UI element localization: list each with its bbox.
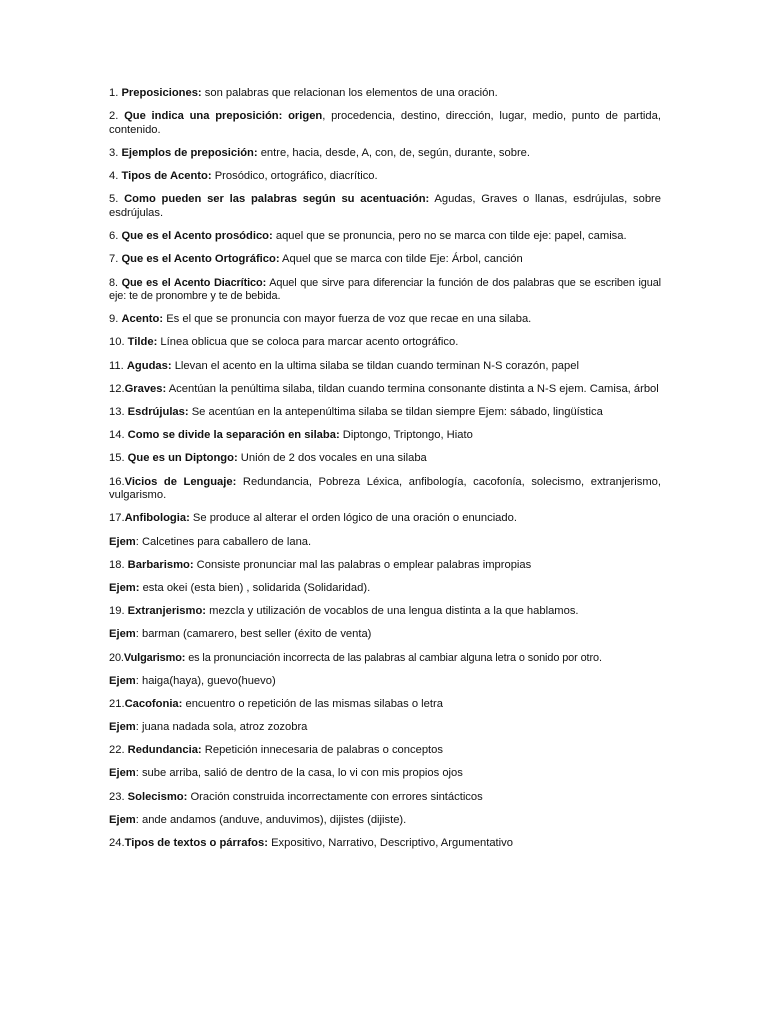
item-text: aquel que se pronuncia, pero no se marca con tilde eje: papel, camisa. xyxy=(272,230,627,243)
paragraph-extranjerismo xyxy=(109,605,661,619)
item-term: Que es el Acento prosódico: xyxy=(121,230,273,243)
item-number: 6. xyxy=(109,230,122,243)
paragraph-redundancia xyxy=(109,744,661,758)
paragraph-preposiciones xyxy=(109,87,661,101)
item-text: : ande andamos (anduve, anduvimos), dijistes (dijiste). xyxy=(135,813,407,826)
item-text: Oración construida incorrectamente con errores sintácticos xyxy=(187,790,483,803)
paragraph-que-indica-preposicion xyxy=(109,110,661,137)
item-number: 5. xyxy=(109,193,125,206)
paragraph-cacofonia xyxy=(109,698,661,712)
item-text: Se acentúan en la antepenúltima silaba se tildan siempre Ejem: sábado, lingüística xyxy=(188,406,603,419)
item-number: 13. xyxy=(109,406,128,419)
item-number: 2. xyxy=(109,110,125,123)
item-text: Aquel que sirve para diferenciar la función de dos palabras que se escriben igual eje: te de pronombre y te de bebida. xyxy=(109,276,661,303)
item-term: Vicios de Lenguaje: xyxy=(124,475,237,488)
item-term: Ejemplos de preposición: xyxy=(121,146,258,159)
item-text: Llevan el acento en la ultima silaba se tildan cuando terminan N-S corazón, papel xyxy=(171,359,579,372)
item-text: Acentúan la penúltima silaba, tildan cuando termina consonante distinta a N-S ejem. Camisa, árbol xyxy=(166,382,659,395)
paragraph-ejemplo xyxy=(109,767,661,781)
paragraph-tilde xyxy=(109,336,661,350)
item-term: Como se divide la separación en silaba: xyxy=(127,429,340,442)
paragraph-diptongo xyxy=(109,452,661,466)
item-term: Ejem xyxy=(109,813,136,826)
item-text: : haiga(haya), guevo(huevo) xyxy=(135,674,276,687)
item-number: 23. xyxy=(109,790,128,803)
paragraph-ejemplo xyxy=(109,721,661,735)
item-text: Redundancia, Pobreza Léxica, anfibología, cacofonía, solecismo, extranjerismo, vulgarismo. xyxy=(109,475,661,502)
item-text: esta okei (esta bien) , solidarida (Solidaridad). xyxy=(139,581,371,594)
item-term: Ejem xyxy=(109,767,136,780)
item-term: Cacofonia: xyxy=(124,697,183,710)
item-term: Que es el Acento Diacrítico: xyxy=(121,276,267,289)
paragraph-palabras-acentuacion xyxy=(109,193,661,220)
item-term: Agudas: xyxy=(126,359,172,372)
item-term: Ejem xyxy=(109,535,136,548)
item-term: Ejem xyxy=(109,628,136,641)
item-number: 9. xyxy=(109,313,122,326)
item-text: : Calcetines para caballero de lana. xyxy=(135,535,312,548)
item-number: 4. xyxy=(109,170,122,183)
item-text: Línea oblicua que se coloca para marcar acento ortográfico. xyxy=(157,336,459,349)
item-text: Se produce al alterar el orden lógico de una oración o enunciado. xyxy=(189,512,517,525)
item-number: 19. xyxy=(109,605,128,618)
paragraph-tipos-textos xyxy=(109,837,661,851)
item-text: : juana nadada sola, atroz zozobra xyxy=(135,721,308,734)
item-text: , procedencia, destino, dirección, lugar, medio, punto de partida, contenido. xyxy=(109,110,661,136)
item-number: 14. xyxy=(109,429,128,442)
item-term: Tipos de textos o párrafos: xyxy=(124,837,268,849)
item-text: Repetición innecesaria de palabras o conceptos xyxy=(201,744,443,757)
item-term: Como pueden ser las palabras según su acentuación: xyxy=(124,193,430,206)
item-number: 22. xyxy=(109,744,128,757)
item-term: Vulgarismo: xyxy=(123,651,186,664)
item-text: : barman (camarero, best seller (éxito de venta) xyxy=(135,628,372,641)
item-text: Es el que se pronuncia con mayor fuerza de voz que recae en una silaba. xyxy=(163,313,532,326)
paragraph-agudas xyxy=(109,360,661,374)
item-text: mezcla y utilización de vocablos de una lengua distinta a la que hablamos. xyxy=(206,605,579,618)
paragraph-vulgarismo xyxy=(109,652,661,666)
item-text: Expositivo, Narrativo, Descriptivo, Argumentativo xyxy=(267,837,513,849)
item-number: 21. xyxy=(109,697,125,710)
item-text: Consiste pronunciar mal las palabras o emplear palabras impropias xyxy=(193,558,532,571)
item-term: Preposiciones: xyxy=(121,87,202,99)
item-term: Redundancia: xyxy=(127,744,202,757)
paragraph-acento-ortografico xyxy=(109,253,661,267)
paragraph-separacion-silaba xyxy=(109,429,661,443)
item-term: Que indica una preposición: origen xyxy=(124,110,323,123)
paragraph-esdrujulas xyxy=(109,406,661,420)
paragraph-ejemplos-preposicion xyxy=(109,147,661,161)
item-term: Ejem xyxy=(109,674,136,687)
paragraph-ejemplo xyxy=(109,675,661,689)
item-term: Tilde: xyxy=(127,336,158,349)
item-term: Ejem xyxy=(109,721,136,734)
paragraph-solecismo xyxy=(109,791,661,805)
paragraph-vicios-lenguaje xyxy=(109,476,661,503)
item-number: 8. xyxy=(109,276,122,289)
item-text: entre, hacia, desde, A, con, de, según, durante, sobre. xyxy=(257,146,531,159)
paragraph-ejemplo xyxy=(109,536,661,550)
item-term: Acento: xyxy=(121,313,164,326)
item-number: 24. xyxy=(109,837,125,849)
item-number: 1. xyxy=(109,87,122,99)
paragraph-anfibologia xyxy=(109,512,661,526)
item-text: Prosódico, ortográfico, diacrítico. xyxy=(211,170,378,183)
item-text: Diptongo, Triptongo, Hiato xyxy=(339,429,473,442)
paragraph-barbarismo xyxy=(109,559,661,573)
paragraph-graves xyxy=(109,383,661,397)
paragraph-ejemplo xyxy=(109,582,661,596)
item-number: 20. xyxy=(109,651,124,664)
item-term: Tipos de Acento: xyxy=(121,170,212,183)
item-term: Solecismo: xyxy=(127,790,188,803)
item-number: 11. xyxy=(109,359,127,372)
item-number: 18. xyxy=(109,558,128,571)
item-term: Graves: xyxy=(124,382,167,395)
paragraph-ejemplo xyxy=(109,628,661,642)
item-text: Aquel que se marca con tilde Eje: Árbol, canción xyxy=(279,253,523,266)
item-term: Que es el Acento Ortográfico: xyxy=(121,253,280,266)
item-number: 10. xyxy=(109,336,128,349)
item-text: es la pronunciación incorrecta de las palabras al cambiar alguna letra o sonido por otro. xyxy=(185,651,602,664)
item-term: Esdrújulas: xyxy=(127,406,189,419)
item-text: Agudas, Graves o llanas, esdrújulas, sobre esdrújulas. xyxy=(109,193,661,219)
document-page xyxy=(109,87,661,860)
paragraph-tipos-acento xyxy=(109,170,661,184)
item-number: 12. xyxy=(109,382,125,395)
item-text: : sube arriba, salió de dentro de la casa, lo vi con mis propios ojos xyxy=(135,767,463,780)
item-number: 15. xyxy=(109,452,128,465)
paragraph-acento-diacritico xyxy=(109,277,661,304)
item-number: 3. xyxy=(109,146,122,159)
paragraph-acento-prosodico xyxy=(109,230,661,244)
item-term: Barbarismo: xyxy=(127,558,194,571)
item-text: Unión de 2 dos vocales en una silaba xyxy=(237,452,427,465)
item-text: son palabras que relacionan los elementos de una oración. xyxy=(201,87,498,99)
item-number: 16. xyxy=(109,475,125,488)
item-term: Que es un Diptongo: xyxy=(127,452,238,465)
paragraph-acento xyxy=(109,313,661,327)
item-term: Extranjerismo: xyxy=(127,605,207,618)
item-term: Ejem: xyxy=(109,581,140,594)
paragraph-ejemplo xyxy=(109,814,661,828)
item-text: encuentro o repetición de las mismas silabas o letra xyxy=(182,697,443,710)
item-term: Anfibologia: xyxy=(124,512,190,525)
item-number: 7. xyxy=(109,253,122,266)
item-number: 17. xyxy=(109,512,125,525)
